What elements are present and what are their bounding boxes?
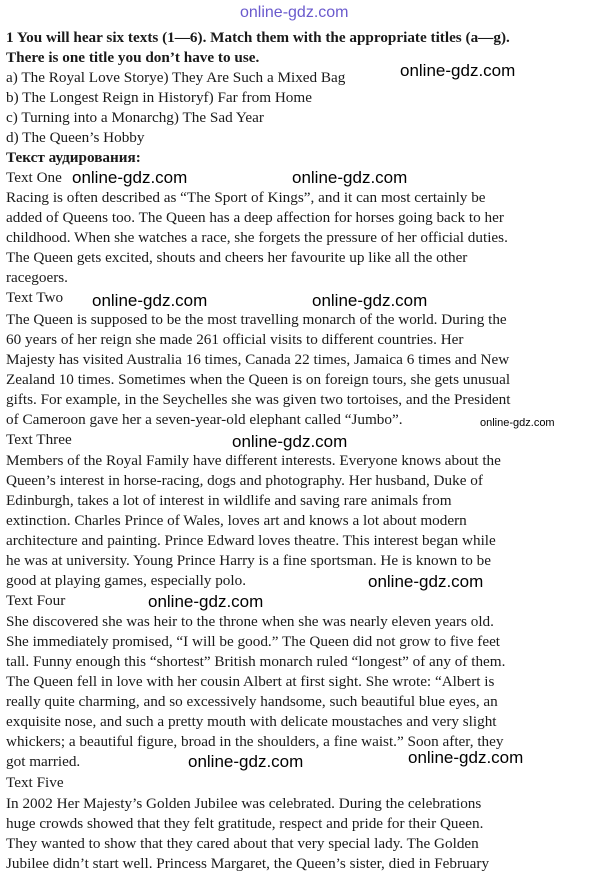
watermark: online-gdz.com bbox=[232, 432, 348, 451]
title-option: d) The Queen’s Hobby bbox=[6, 129, 145, 146]
text-line: Edinburgh, takes a lot of interest in wildlife and saving rare animals from bbox=[6, 492, 452, 509]
title-option: c) Turning into a Monarchg) The Sad Year bbox=[6, 109, 264, 126]
text-line: added of Queens too. The Queen has a deep affection for horses going back to her bbox=[6, 209, 504, 226]
text-label: Text Four bbox=[6, 592, 66, 609]
text-line: The Queen is supposed to be the most travelling monarch of the world. During the bbox=[6, 311, 507, 328]
text-line: She immediately promised, “I will be good.” The Queen did not grow to five feet bbox=[6, 633, 501, 650]
text-line: Members of the Royal Family have different interests. Everyone knows about the bbox=[6, 452, 501, 469]
text-line: The Queen gets excited, shouts and cheers her favourite up like all the other bbox=[6, 249, 468, 266]
text-line: of Cameroon gave her a seven-year-old elephant called “Jumbo”. bbox=[6, 411, 403, 428]
text-line: whickers; a beautiful figure, broad in the shoulders, a fine waist.” Soon after, they bbox=[6, 733, 504, 750]
text-line: gifts. For example, in the Seychelles she was given two tortoises, and the President bbox=[6, 391, 511, 408]
text-line: got married. bbox=[6, 753, 81, 770]
watermark: online-gdz.com bbox=[188, 752, 304, 771]
watermark: online-gdz.com bbox=[480, 417, 555, 429]
text-line: Zealand 10 times. Sometimes when the Queen is on foreign tours, she gets unusual bbox=[6, 371, 511, 388]
text-line: racegoers. bbox=[6, 269, 68, 286]
task-instruction-2: There is one title you don’t have to use. bbox=[6, 49, 260, 66]
text-line: 60 years of her reign she made 261 official visits to different countries. Her bbox=[6, 331, 464, 348]
watermark: online-gdz.com bbox=[292, 168, 408, 187]
text-line: childhood. When she watches a race, she forgets the pressure of her official duties. bbox=[6, 229, 508, 246]
watermark: online-gdz.com bbox=[72, 168, 188, 187]
watermark: online-gdz.com bbox=[92, 291, 208, 310]
text-line: really quite charming, and so excessively handsome, such beautiful blue eyes, an bbox=[6, 693, 498, 710]
text-line: In 2002 Her Majesty’s Golden Jubilee was celebrated. During the celebrations bbox=[6, 795, 482, 812]
text-line: Majesty has visited Australia 16 times, Canada 22 times, Jamaica 6 times and New bbox=[6, 351, 510, 368]
text-line: The Queen fell in love with her cousin Albert at first sight. She wrote: “Albert is bbox=[6, 673, 495, 690]
watermark: online-gdz.com bbox=[400, 61, 516, 80]
watermark: online-gdz.com bbox=[312, 291, 428, 310]
watermark: online-gdz.com bbox=[368, 572, 484, 591]
watermark: online-gdz.com bbox=[408, 748, 524, 767]
text-line: Racing is often described as “The Sport of Kings”, and it can most certainly be bbox=[6, 189, 486, 206]
text-line: he was at university. Young Prince Harry is a fine sportsman. He is known to be bbox=[6, 552, 491, 569]
text-label: Text One bbox=[6, 169, 62, 186]
text-line: She discovered she was heir to the throne when she was nearly eleven years old. bbox=[6, 613, 494, 630]
title-option: b) The Longest Reign in Historyf) Far from Home bbox=[6, 89, 312, 106]
text-label: Text Three bbox=[6, 431, 72, 448]
watermark: online-gdz.com bbox=[148, 592, 264, 611]
text-line: Jubilee didn’t start well. Princess Margaret, the Queen’s sister, died in February bbox=[6, 855, 490, 872]
text-line: They wanted to show that they cared about that very special lady. The Golden bbox=[6, 835, 479, 852]
task-instruction: 1 You will hear six texts (1—6). Match them with the appropriate titles (a—g). bbox=[6, 29, 510, 46]
text-label: Text Two bbox=[6, 289, 64, 306]
text-label: Text Five bbox=[6, 774, 64, 791]
text-line: huge crowds showed that they felt gratitude, respect and pride for their Queen. bbox=[6, 815, 484, 832]
transcript-heading: Текст аудирования: bbox=[6, 149, 141, 166]
watermark: online-gdz.com bbox=[240, 4, 349, 21]
text-line: Queen’s interest in horse-racing, dogs and photography. Her husband, Duke of bbox=[6, 472, 483, 489]
text-line: extinction. Charles Prince of Wales, loves art and knows a lot about modern bbox=[6, 512, 467, 529]
title-option: a) The Royal Love Storye) They Are Such a Mixed Bag bbox=[6, 69, 346, 86]
text-line: good at playing games, especially polo. bbox=[6, 572, 246, 589]
text-line: exquisite nose, and such a pretty mouth with delicate moustaches and very slight bbox=[6, 713, 497, 730]
text-line: tall. Funny enough this “shortest” British monarch ruled “longest” of any of them. bbox=[6, 653, 506, 670]
text-line: architecture and painting. Prince Edward loves theatre. This interest began while bbox=[6, 532, 496, 549]
